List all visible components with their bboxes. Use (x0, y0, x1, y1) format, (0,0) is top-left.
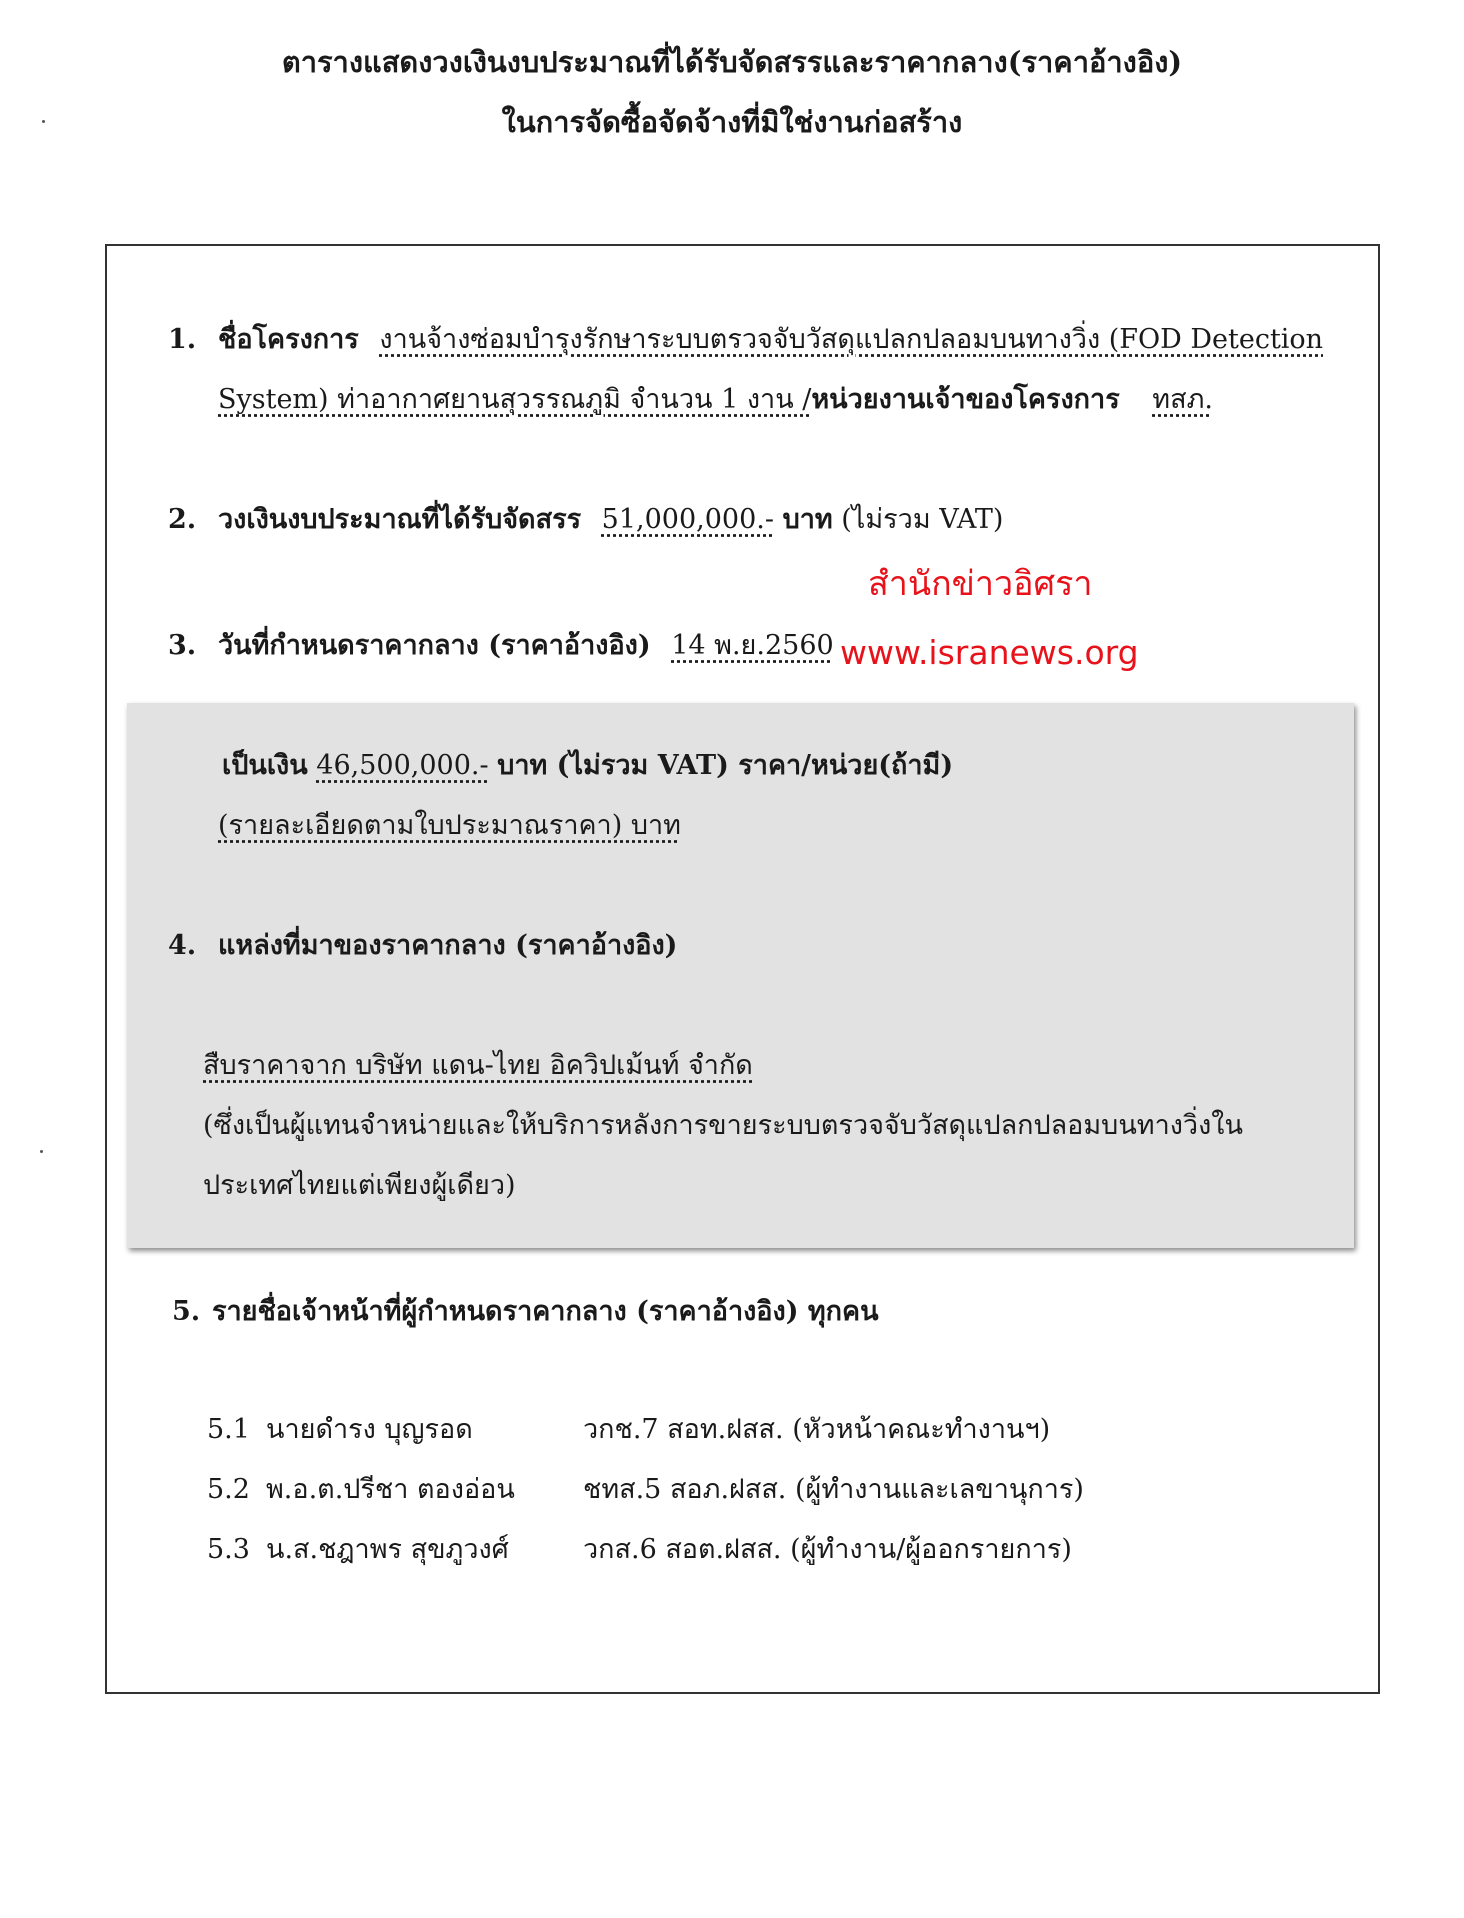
item-5-number: 5. (172, 1296, 201, 1327)
item-3-price-suffix: บาท (ไม่รวม VAT) ราคา/หน่วย(ถ้ามี) (497, 750, 954, 781)
staff-name: พ.อ.ต.ปรีชา ตองอ่อน (266, 1474, 515, 1505)
item-3-date: 14 พ.ย.2560 (671, 630, 834, 661)
staff-position: ชทส.5 สอภ.ฝสส. (ผู้ทำงานและเลขานุการ) (583, 1474, 1084, 1505)
item-1-value-line-1: งานจ้างซ่อมบำรุงรักษาระบบตรวจจับวัสดุแปลกปลอมบนทางวิ่ง (FOD Detection (379, 324, 1324, 355)
staff-position: วกส.6 สอต.ฝสส. (ผู้ทำงาน/ผู้ออกรายการ) (583, 1534, 1072, 1565)
item-1-number: 1. (168, 324, 197, 355)
document-title-line-1: ตารางแสดงวงเงินงบประมาณที่ได้รับจัดสรรและราคากลาง(ราคาอ้างอิง) (281, 45, 1183, 79)
staff-name: นายดำรง บุญรอด (266, 1414, 473, 1445)
item-3-price-amount: 46,500,000.- (316, 750, 489, 781)
item-1-owner-label: หน่วยงานเจ้าของโครงการ (811, 384, 1120, 415)
item-2-row (218, 502, 1003, 538)
item-4-source: สืบราคาจาก บริษัท แดน-ไทย อิควิปเม้นท์ จำกัด (203, 1050, 753, 1081)
watermark-name: สำนักข่าวอิศรา (868, 564, 1093, 604)
item-3-price-row (222, 748, 953, 784)
item-4-label: แหล่งที่มาของราคากลาง (ราคาอ้างอิง) (218, 930, 678, 961)
item-2-amount: 51,000,000.- (601, 504, 774, 535)
staff-number: 5.1 (207, 1414, 250, 1445)
item-4-source-note-line-2: ประเทศไทยแต่เพียงผู้เดียว) (203, 1170, 516, 1201)
item-2-note: (ไม่รวม VAT) (841, 504, 1004, 535)
staff-name: น.ส.ชฎาพร สุขภูวงศ์ (266, 1534, 509, 1565)
staff-number: 5.3 (207, 1534, 250, 1565)
item-3-price-detail-row (218, 808, 681, 844)
item-4-source-note-line-1: (ซึ่งเป็นผู้แทนจำหน่ายและให้บริการหลังการขายระบบตรวจจับวัสดุแปลกปลอมบนทางวิ่งใน (203, 1110, 1243, 1141)
scan-speck (40, 1150, 43, 1153)
item-1-label: ชื่อโครงการ (218, 324, 359, 355)
item-3-row (218, 628, 834, 664)
item-1-owner-value: ทสภ. (1152, 384, 1213, 415)
item-5-label: รายชื่อเจ้าหน้าที่ผู้กำหนดราคากลาง (ราคาอ้างอิง) ทุกคน (212, 1296, 879, 1327)
watermark-url: www.isranews.org (840, 633, 1139, 672)
item-2-unit: บาท (782, 504, 833, 535)
item-3-price-label: เป็นเงิน (222, 750, 308, 781)
item-2-number: 2. (168, 504, 197, 535)
staff-number: 5.2 (207, 1474, 250, 1505)
staff-position: วกช.7 สอท.ฝสส. (หัวหน้าคณะทำงานฯ) (583, 1414, 1051, 1445)
item-3-number: 3. (168, 630, 197, 661)
item-4-source-row (203, 1048, 753, 1084)
shaded-region (127, 703, 1354, 1248)
item-1-row-2 (218, 382, 1213, 418)
item-4-number: 4. (168, 930, 197, 961)
item-3-price-detail: (รายละเอียดตามใบประมาณราคา) บาท (218, 810, 681, 841)
document-title-line-2: ในการจัดซื้อจัดจ้างที่มิใช่งานก่อสร้าง (501, 105, 963, 139)
scan-speck (42, 120, 45, 123)
item-3-label: วันที่กำหนดราคากลาง (ราคาอ้างอิง) (218, 630, 651, 661)
item-1-value-line-2: System) ท่าอากาศยานสุวรรณภูมิ จำนวน 1 งาน / (218, 384, 812, 415)
item-2-label: วงเงินงบประมาณที่ได้รับจัดสรร (218, 504, 582, 535)
item-1-row (218, 322, 1323, 358)
